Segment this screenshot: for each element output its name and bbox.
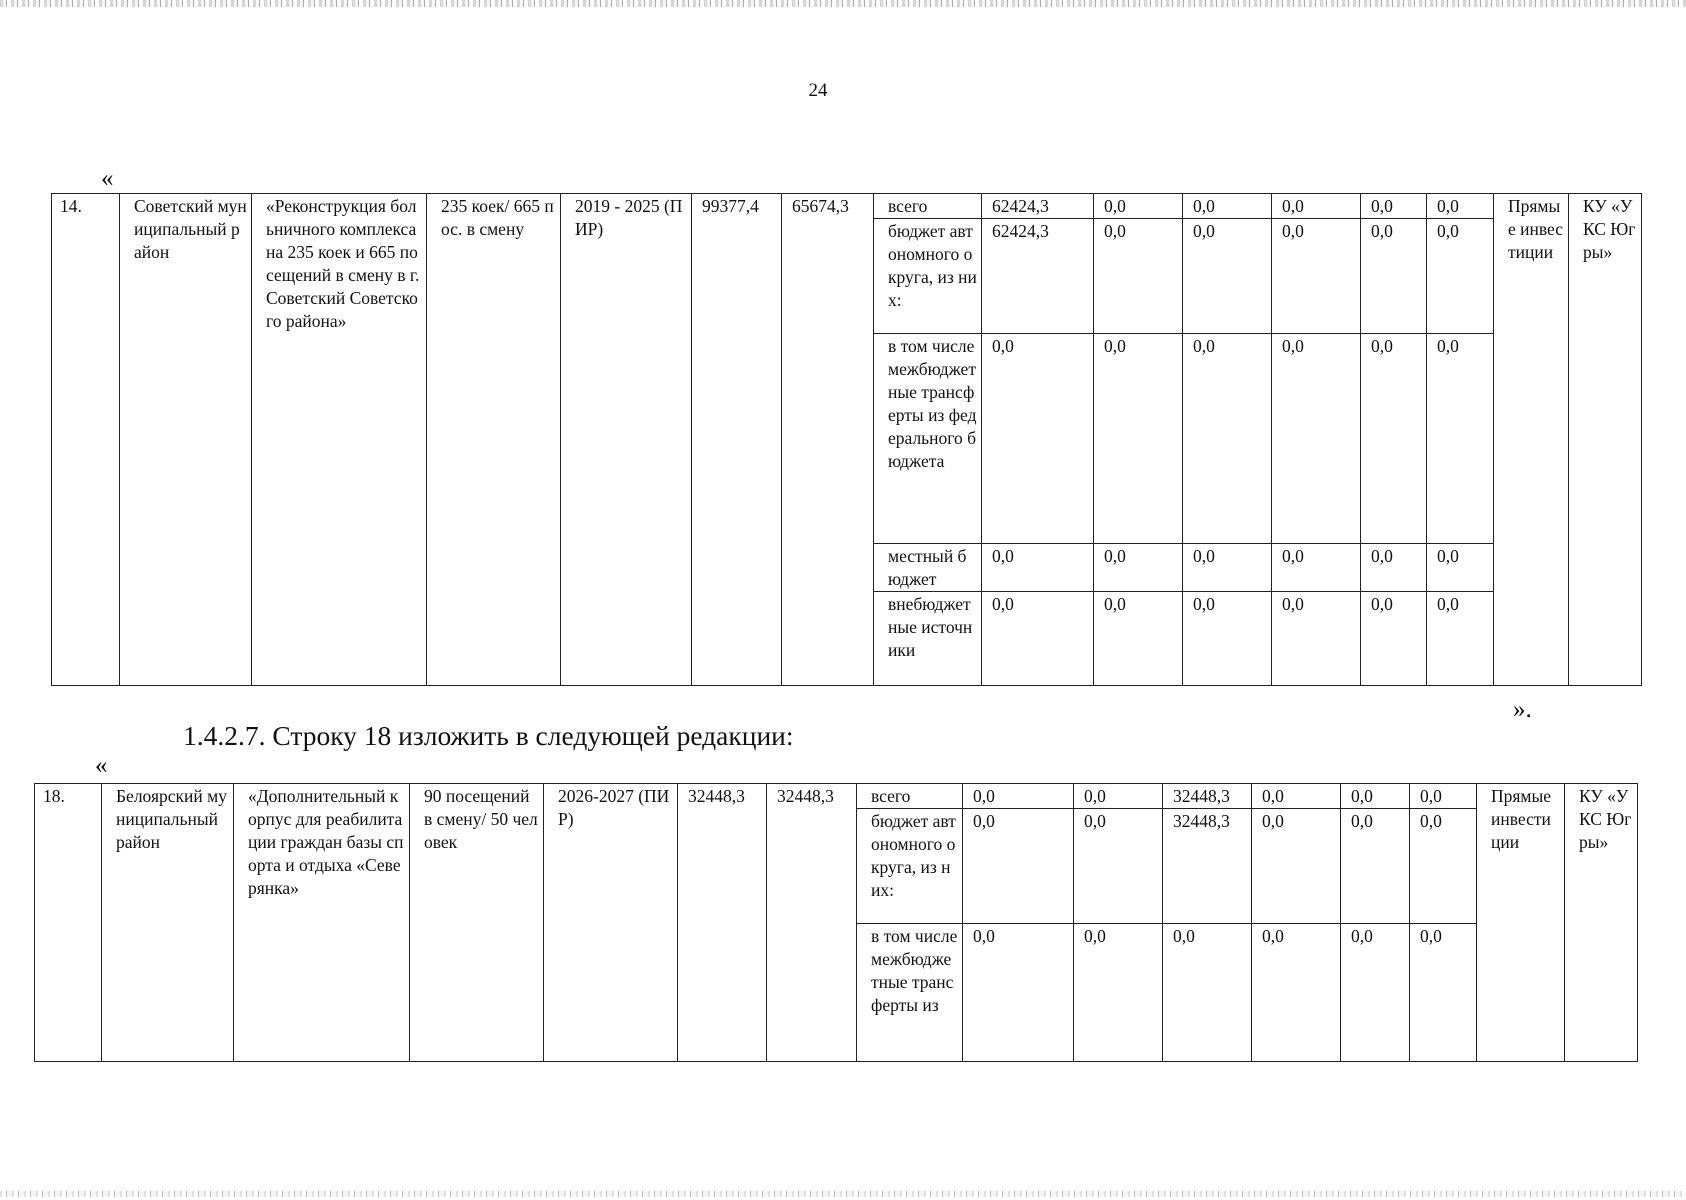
remaining-cost-cell: 65674,3	[782, 194, 874, 686]
value-cell: 0,0	[1094, 544, 1183, 592]
value-cell: 0,0	[1094, 334, 1183, 544]
source-label-federal-transfers: в том числе межбюджетные трансферты из федерального бюджета	[874, 334, 982, 544]
page-number: 24	[808, 80, 828, 101]
value-cell: 0,0	[1094, 592, 1183, 686]
source-label-federal-transfers: в том числе межбюджетные трансферты из	[857, 924, 963, 1062]
value-cell: 0,0	[1074, 924, 1163, 1062]
value-cell: 0,0	[1427, 219, 1494, 334]
source-label-district-budget: бюджет автономного округа, из них:	[874, 219, 982, 334]
value-cell: 62424,3	[982, 219, 1094, 334]
value-cell: 0,0	[1183, 194, 1272, 219]
value-cell: 0,0	[1361, 219, 1427, 334]
value-cell: 0,0	[1361, 194, 1427, 219]
open-quote-row-18: «	[95, 752, 108, 779]
source-label-local-budget: местный бюджет	[874, 544, 982, 592]
value-cell: 0,0	[1183, 592, 1272, 686]
scan-edge-top	[0, 0, 1686, 7]
value-cell: 0,0	[1272, 592, 1361, 686]
value-cell: 0,0	[982, 334, 1094, 544]
source-label-district-budget: бюджет автономного округа, из них:	[857, 809, 963, 924]
customer-cell: КУ «УКС Югры»	[1565, 784, 1638, 1062]
source-label-total: всего	[857, 784, 963, 809]
municipality-cell: Белоярский муниципальный район	[102, 784, 234, 1062]
close-quote-row-14: ».	[1513, 696, 1532, 723]
total-cost-cell: 32448,3	[678, 784, 767, 1062]
period-cell: 2019 - 2025 (ПИР)	[561, 194, 692, 686]
value-cell: 32448,3	[1163, 784, 1252, 809]
row-number: 14.	[52, 194, 120, 686]
value-cell: 32448,3	[1163, 809, 1252, 924]
value-cell: 0,0	[1094, 219, 1183, 334]
value-cell: 0,0	[1272, 194, 1361, 219]
value-cell: 0,0	[1427, 334, 1494, 544]
table-row-14	[51, 193, 1642, 686]
value-cell: 0,0	[1427, 194, 1494, 219]
value-cell: 0,0	[1252, 809, 1341, 924]
scan-edge-bottom	[0, 1191, 1686, 1197]
capacity-cell: 235 коек/ 665 пос. в смену	[427, 194, 561, 686]
value-cell: 0,0	[1410, 809, 1477, 924]
period-cell: 2026-2027 (ПИР)	[544, 784, 678, 1062]
value-cell: 0,0	[1074, 784, 1163, 809]
value-cell: 0,0	[1183, 544, 1272, 592]
value-cell: 0,0	[1272, 334, 1361, 544]
value-cell: 0,0	[1094, 194, 1183, 219]
value-cell: 0,0	[1361, 544, 1427, 592]
value-cell: 0,0	[982, 592, 1094, 686]
value-cell: 0,0	[1341, 924, 1410, 1062]
source-label-total: всего	[874, 194, 982, 219]
value-cell: 0,0	[1252, 784, 1341, 809]
open-quote-row-14: «	[101, 165, 114, 192]
remaining-cost-cell: 32448,3	[767, 784, 857, 1062]
customer-cell: КУ «УКС Югры»	[1569, 194, 1642, 686]
investment-form-cell: Прямые инвестиции	[1477, 784, 1565, 1062]
object-name-cell: «Дополнительный корпус для реабилитации граждан базы спорта и отдыха «Северянка»	[234, 784, 410, 1062]
value-cell: 62424,3	[982, 194, 1094, 219]
value-cell: 0,0	[982, 544, 1094, 592]
value-cell: 0,0	[1074, 809, 1163, 924]
investment-form-cell: Прямые инвестиции	[1494, 194, 1569, 686]
value-cell: 0,0	[1410, 924, 1477, 1062]
row-number: 18.	[35, 784, 102, 1062]
value-cell: 0,0	[1252, 924, 1341, 1062]
value-cell: 0,0	[1361, 334, 1427, 544]
value-cell: 0,0	[1183, 219, 1272, 334]
value-cell: 0,0	[963, 784, 1074, 809]
value-cell: 0,0	[1361, 592, 1427, 686]
value-cell: 0,0	[1427, 544, 1494, 592]
table-row-18	[34, 783, 1638, 1062]
value-cell: 0,0	[1410, 784, 1477, 809]
object-name-cell: «Реконструкция больничного комплекса на 235 коек и 665 посещений в смену в г. Советский Советского района»	[252, 194, 427, 686]
value-cell: 0,0	[1341, 784, 1410, 809]
value-cell: 0,0	[1183, 334, 1272, 544]
amendment-heading: 1.4.2.7. Строку 18 изложить в следующей редакции:	[183, 720, 794, 751]
total-cost-cell: 99377,4	[692, 194, 782, 686]
value-cell: 0,0	[1272, 219, 1361, 334]
municipality-cell: Советский муниципальный район	[120, 194, 252, 686]
capacity-cell: 90 посещений в смену/ 50 человек	[410, 784, 544, 1062]
value-cell: 0,0	[1272, 544, 1361, 592]
source-label-extrabudgetary: внебюджетные источники	[874, 592, 982, 686]
value-cell: 0,0	[1163, 924, 1252, 1062]
value-cell: 0,0	[963, 809, 1074, 924]
value-cell: 0,0	[963, 924, 1074, 1062]
value-cell: 0,0	[1341, 809, 1410, 924]
value-cell: 0,0	[1427, 592, 1494, 686]
